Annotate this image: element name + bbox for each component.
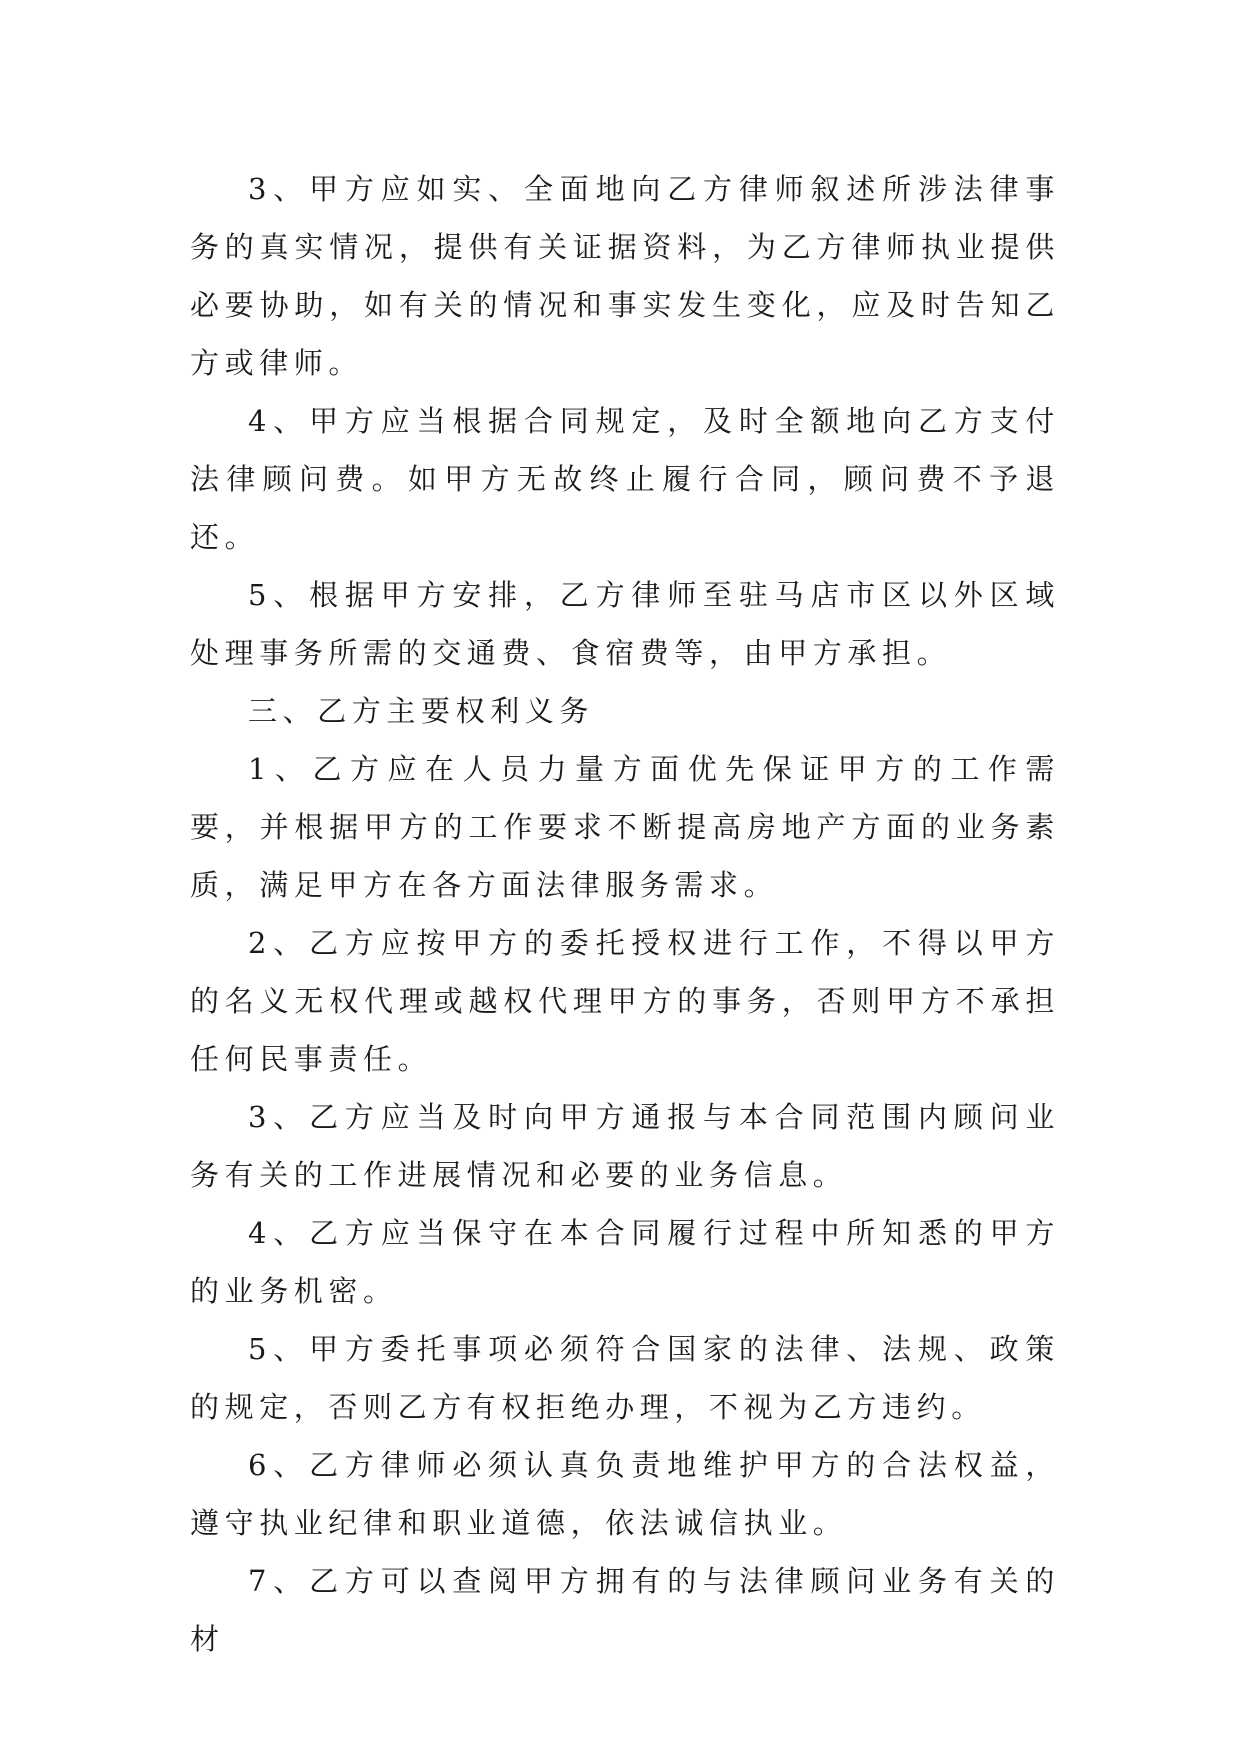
paragraph-party-b-duty-5: 5、甲方委托事项必须符合国家的法律、法规、政策的规定，否则乙方有权拒绝办理，不视为乙方违约。 — [190, 1332, 1060, 1424]
paragraph-party-b-duty-2: 2、乙方应按甲方的委托授权进行工作，不得以甲方的名义无权代理或越权代理甲方的事务，否则甲方不承担任何民事责任。 — [190, 926, 1060, 1076]
paragraph-party-b-duty-4: 4、乙方应当保守在本合同履行过程中所知悉的甲方的业务机密。 — [190, 1216, 1060, 1308]
paragraph-party-b-duty-7: 7、乙方可以查阅甲方拥有的与法律顾问业务有关的材 — [190, 1564, 1060, 1656]
paragraph-party-a-duty-3: 3、甲方应如实、全面地向乙方律师叙述所涉法律事务的真实情况，提供有关证据资料，为乙方律师执业提供必要协助，如有关的情况和事实发生变化，应及时告知乙方或律师。 — [190, 172, 1060, 380]
section-heading-party-b: 三、乙方主要权利义务 — [248, 694, 595, 728]
document-body — [190, 160, 1060, 1668]
paragraph-party-a-duty-4: 4、甲方应当根据合同规定，及时全额地向乙方支付法律顾问费。如甲方无故终止履行合同，顾问费不予退还。 — [190, 404, 1060, 554]
paragraph-party-b-duty-6: 6、乙方律师必须认真负责地维护甲方的合法权益，遵守执业纪律和职业道德，依法诚信执业。 — [190, 1448, 1060, 1540]
paragraph-party-a-duty-5: 5、根据甲方安排，乙方律师至驻马店市区以外区域处理事务所需的交通费、食宿费等，由甲方承担。 — [190, 578, 1060, 670]
paragraph-party-b-duty-3: 3、乙方应当及时向甲方通报与本合同范围内顾问业务有关的工作进展情况和必要的业务信息。 — [190, 1100, 1060, 1192]
paragraph-party-b-duty-1: 1、乙方应在人员力量方面优先保证甲方的工作需要，并根据甲方的工作要求不断提高房地产方面的业务素质，满足甲方在各方面法律服务需求。 — [190, 752, 1060, 902]
